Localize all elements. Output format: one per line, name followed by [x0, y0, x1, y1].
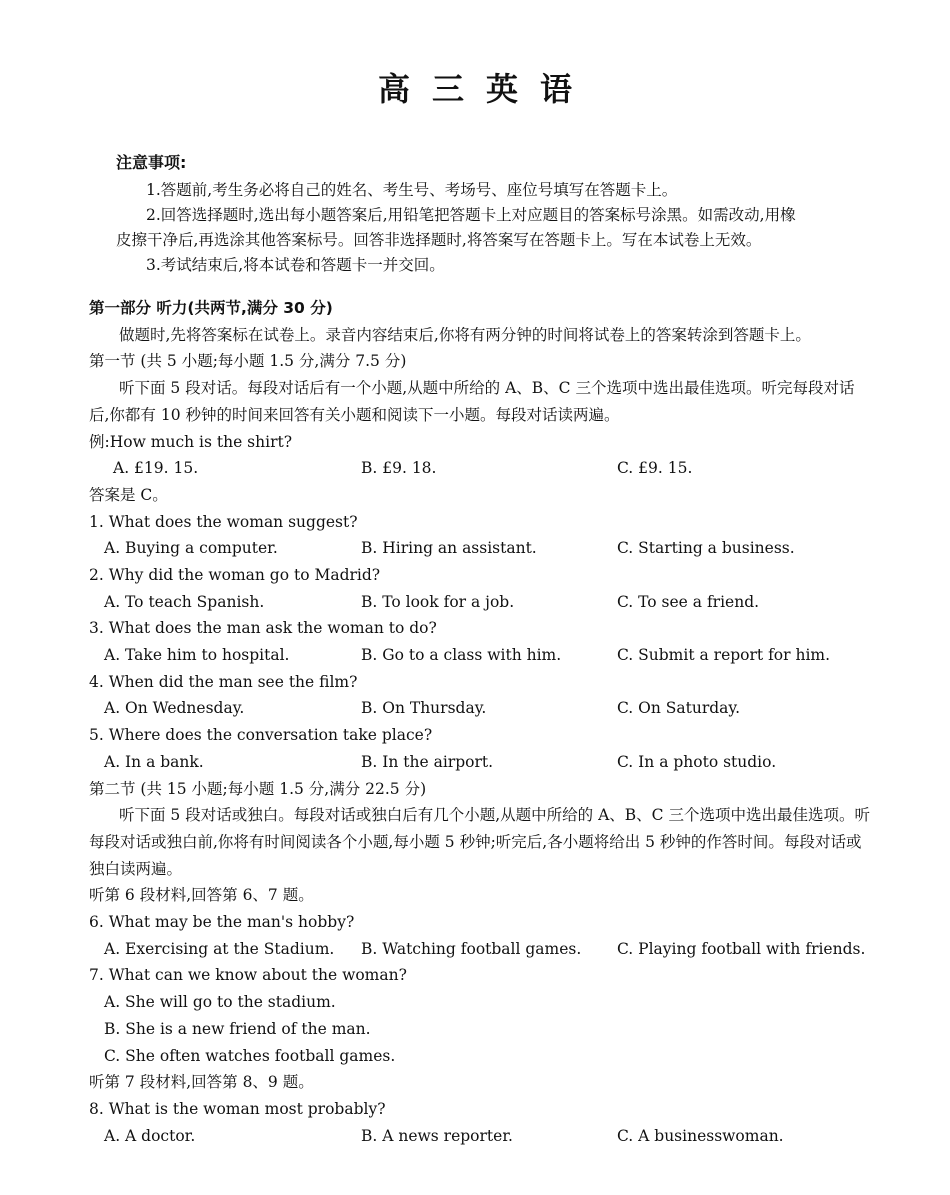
option-b: B. £9. 18. — [361, 459, 437, 478]
option-a: A. Take him to hospital. — [104, 646, 290, 665]
option-b: B. Hiring an assistant. — [361, 539, 537, 558]
question-6-options — [89, 936, 874, 963]
page-title: 高三英语 — [377, 70, 594, 108]
notice-block — [116, 150, 876, 278]
question-8-options — [89, 1123, 874, 1150]
question-4: 4. When did the man see the film? — [89, 672, 358, 691]
option-a: A. Buying a computer. — [104, 539, 278, 558]
section2-instruction: 听下面 5 段对话或独白。每段对话或独白后有几个小题,从题中所给的 A、B、C 三个选项中选出最佳选项。听每段对话或独白前,你将有时间阅读各个小题,每小题 5 秒钟;听完后,各小题将给出 5 秒钟的作答时间。每段对话或独白读两遍。 — [89, 806, 870, 878]
question-2-options — [89, 589, 874, 616]
example-answer: 答案是 C。 — [89, 485, 168, 504]
section1-instruction: 听下面 5 段对话。每段对话后有一个小题,从题中所给的 A、B、C 三个选项中选出最佳选项。听完每段对话后,你都有 10 秒钟的时间来回答有关小题和阅读下一小题。每段对话读两遍。 — [89, 379, 855, 424]
option-a: A. Exercising at the Stadium. — [104, 939, 335, 958]
option-b: B. Go to a class with him. — [361, 646, 562, 665]
option-c: C. Submit a report for him. — [617, 646, 831, 665]
option-b: B. In the airport. — [361, 752, 494, 771]
question-4-options — [89, 695, 874, 722]
question-5-options — [89, 749, 874, 776]
notice-item: 3.考试结束后,将本试卷和答题卡一并交回。 — [146, 256, 445, 274]
notice-item: 2.回答选择题时,选出每小题答案后,用铅笔把答题卡上对应题目的答案标号涂黑。如需改动,用橡 — [146, 206, 796, 224]
option-c: C. She often watches football games. — [104, 1046, 396, 1065]
option-c: C. A businesswoman. — [617, 1126, 784, 1145]
option-b: B. On Thursday. — [361, 699, 487, 718]
question-8: 8. What is the woman most probably? — [89, 1099, 386, 1118]
option-c: C. To see a friend. — [617, 592, 760, 611]
option-a: A. On Wednesday. — [104, 699, 245, 718]
option-b: B. Watching football games. — [361, 939, 582, 958]
notice-heading: 注意事项: — [116, 153, 187, 172]
option-c: C. In a photo studio. — [617, 752, 777, 771]
option-c: C. £9. 15. — [617, 459, 693, 478]
notice-item: 1.答题前,考生务必将自己的姓名、考生号、考场号、座位号填写在答题卡上。 — [146, 181, 678, 199]
option-c: C. Starting a business. — [617, 539, 795, 558]
notice-item: 皮擦干净后,再选涂其他答案标号。回答非选择题时,将答案写在答题卡上。写在本试卷上无效。 — [116, 231, 762, 249]
question-3: 3. What does the man ask the woman to do? — [89, 619, 437, 638]
question-2: 2. Why did the woman go to Madrid? — [89, 566, 381, 584]
option-b: B. She is a new friend of the man. — [104, 1019, 371, 1038]
part1-heading: 第一部分 听力(共两节,满分 30 分) — [89, 299, 333, 317]
option-a: A. A doctor. — [104, 1126, 196, 1145]
option-a: A. To teach Spanish. — [104, 592, 265, 611]
option-b: B. To look for a job. — [361, 592, 515, 611]
question-6: 6. What may be the man's hobby? — [89, 913, 355, 932]
question-3-options — [89, 642, 874, 669]
question-1: 1. What does the woman suggest? — [89, 512, 358, 531]
example-options — [89, 455, 874, 482]
example-question: 例:How much is the shirt? — [89, 432, 293, 451]
section1-heading: 第一节 (共 5 小题;每小题 1.5 分,满分 7.5 分) — [89, 352, 407, 371]
option-b: B. A news reporter. — [361, 1126, 513, 1145]
exam-body — [89, 295, 874, 1149]
option-a: A. She will go to the stadium. — [104, 993, 336, 1012]
question-7: 7. What can we know about the woman? — [89, 966, 407, 985]
material-7-note: 听第 7 段材料,回答第 8、9 题。 — [89, 1073, 314, 1092]
option-c: C. Playing football with friends. — [617, 939, 866, 958]
material-6-note: 听第 6 段材料,回答第 6、7 题。 — [89, 886, 314, 905]
section2-heading: 第二节 (共 15 小题;每小题 1.5 分,满分 22.5 分) — [89, 779, 427, 798]
question-5: 5. Where does the conversation take place? — [89, 726, 433, 745]
option-a: A. In a bank. — [104, 752, 204, 771]
part1-instruction: 做题时,先将答案标在试卷上。录音内容结束后,你将有两分钟的时间将试卷上的答案转涂到答题卡上。 — [119, 325, 811, 344]
option-a: A. £19. 15. — [113, 459, 199, 478]
question-1-options — [89, 535, 874, 562]
option-c: C. On Saturday. — [617, 699, 741, 718]
